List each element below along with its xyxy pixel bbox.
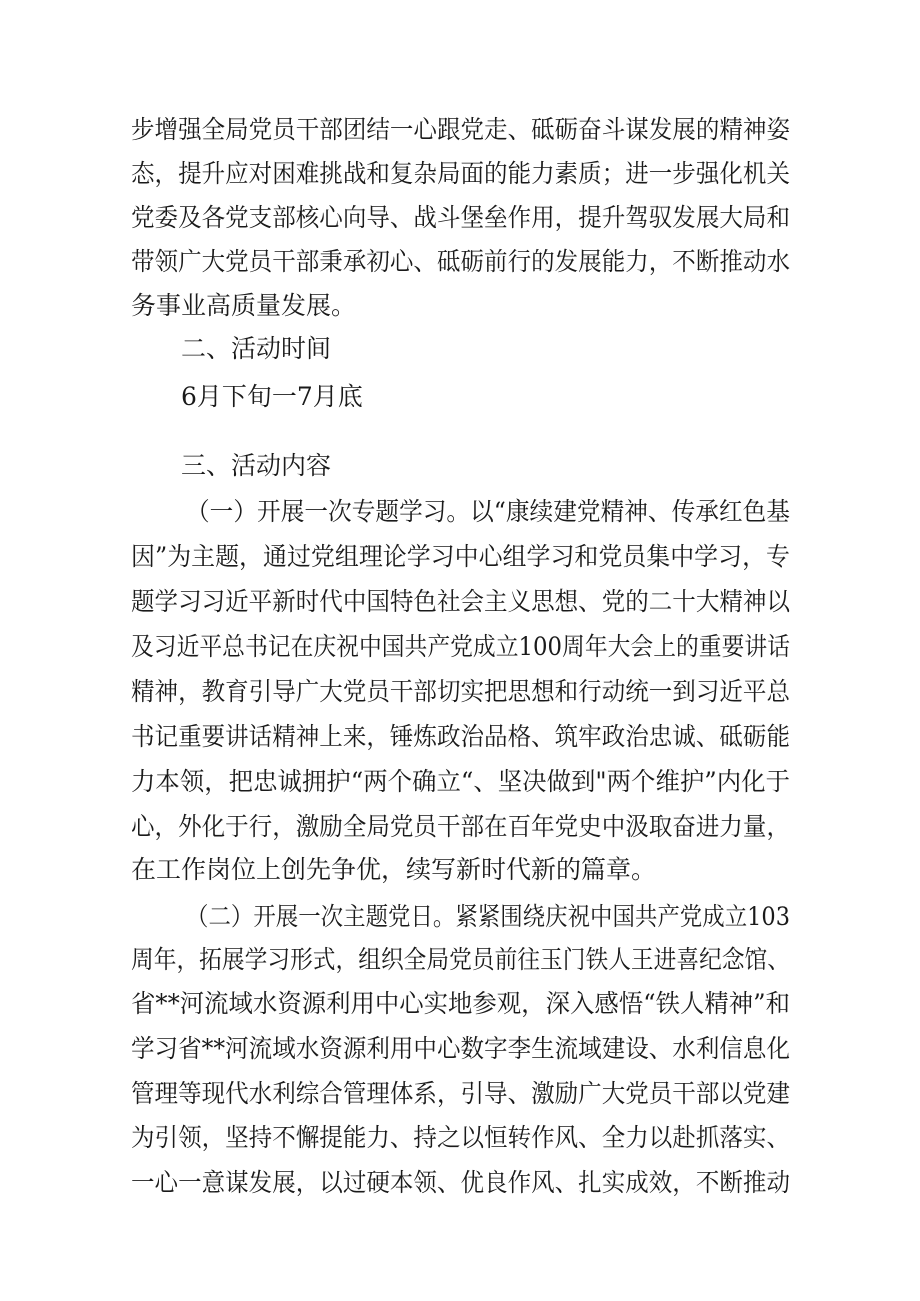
paragraph-line: 学习省**河流域水资源利用中心数字李生流域建设、水利信息化 (131, 1034, 790, 1063)
paragraph-line: 管理等现代水利综合管理体系，引导、激励广大党员干部以党建 (131, 1079, 790, 1108)
paragraph-line: 精神，教育引导广大党员干部切实把思想和行动统一到习近平总 (131, 677, 790, 706)
paragraph-line: 省**河流域水资源利用中心实地参观，深入感悟“铁人精神”和 (131, 989, 790, 1018)
paragraph-line: 为引领，坚持不懈提能力、持之以恒转作风、全力以赴抓落实、 (131, 1123, 790, 1152)
paragraph-line: 力本领，把忠诚拥护“两个确立“、坚决做到"两个维护”内化于 (131, 767, 790, 796)
paragraph-line: （一）开展一次专题学习。以“康续建党精神、传承红色基 (186, 497, 790, 526)
paragraph-line: 步增强全局党员干部团结一心跟党走、砥砺奋斗谋发展的精神姿 (131, 115, 790, 144)
paragraph-line: 周年，拓展学习形式，组织全局党员前往玉门铁人王进喜纪念馆、 (131, 945, 790, 974)
paragraph-line: 书记重要讲话精神上来，锤炼政治品格、筑牢政治忠诚、砥砺能 (131, 722, 790, 751)
paragraph-line: 在工作岗位上创先争优，续写新时代新的篇章。 (131, 855, 657, 884)
paragraph-line: 题学习习近平新时代中国特色社会主义思想、党的二十大精神以 (131, 587, 790, 616)
paragraph-line: 因”为主题，通过党组理论学习中心组学习和党员集中学习，专 (131, 542, 790, 571)
activity-time: 6月下旬一7月底 (181, 382, 363, 411)
paragraph-line: 带领广大党员干部秉承初心、砥砺前行的发展能力，不断推动水 (131, 247, 790, 276)
paragraph-line: 务事业高质量发展。 (131, 291, 357, 320)
paragraph-line: （二）开展一次主题党日。紧紧围绕庆祝中国共产党成立103 (186, 902, 790, 931)
paragraph-line: 心，外化于行，激励全局党员干部在百年党史中汲取奋进力量， (131, 812, 790, 841)
paragraph-line: 态，提升应对困难挑战和复杂局面的能力素质；进一步强化机关 (131, 159, 790, 188)
paragraph-line: 及习近平总书记在庆祝中国共产党成立100周年大会上的重要讲话 (131, 632, 790, 661)
section-heading: 二、活动时间 (181, 334, 332, 363)
paragraph-line: 一心一意谋发展，以过硬本领、优良作风、扎实成效，不断推动 (131, 1168, 790, 1197)
section-heading: 三、活动内容 (181, 451, 332, 480)
paragraph-line: 党委及各党支部核心向导、战斗堡垒作用，提升驾驭发展大局和 (131, 203, 790, 232)
